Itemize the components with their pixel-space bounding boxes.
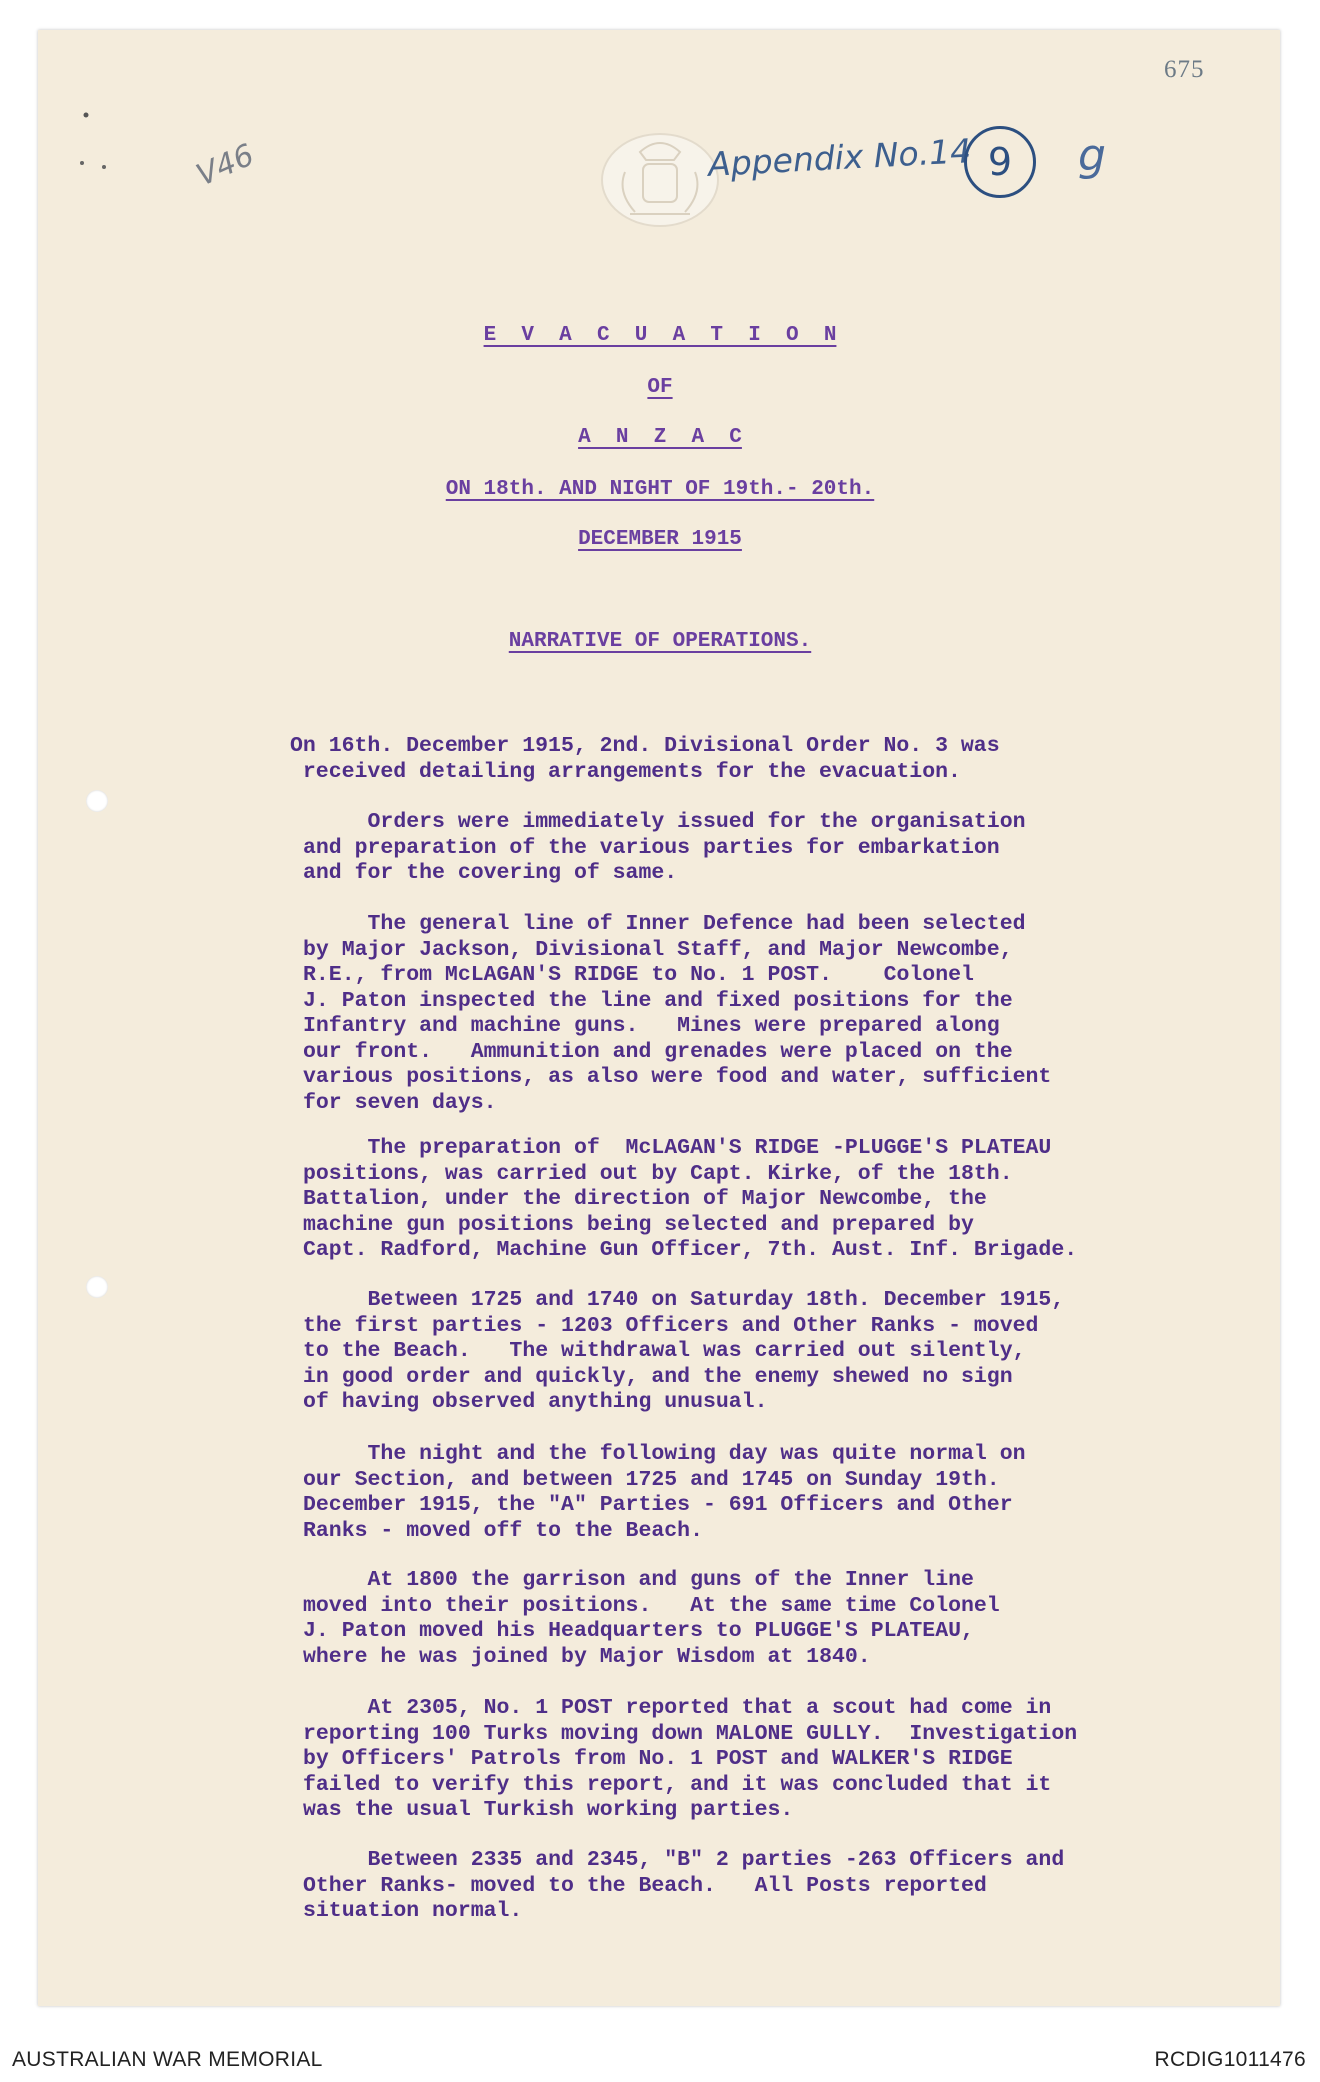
document-title: E V A C U A T I O N bbox=[483, 324, 837, 347]
paragraph: The night and the following day was quite normal on our Section, and between 1725 and 1745 on Sunday 19th. December 1915, the "A" Parties - 691 Officers and Other Ranks - moved off to the Beach. bbox=[303, 1442, 1026, 1543]
paragraph: Orders were immediately issued for the organisation and preparation of the various parties for embarkation and for the covering of same. bbox=[303, 810, 1026, 885]
margin-note: V46 bbox=[191, 137, 260, 194]
section-subtitle: NARRATIVE OF OPERATIONS. bbox=[508, 630, 812, 653]
punch-hole bbox=[86, 790, 108, 812]
paragraph: Between 2335 and 2345, "B" 2 parties -263 Officers and Other Ranks- moved to the Beach. All Posts reported situation normal. bbox=[303, 1848, 1065, 1923]
heading-place: A N Z A C bbox=[578, 426, 742, 449]
paragraph: The preparation of McLAGAN'S RIDGE -PLUGGE'S PLATEAU positions, was carried out by Capt. Kirke, of the 18th. Battalion, under the direction of Major Newcombe, the machine gun positions being selected and prepared by Capt. Radford, Machine Gun Officer, 7th. Aust. Inf. Brigade. bbox=[303, 1136, 1078, 1262]
paragraph: Between 1725 and 1740 on Saturday 18th. December 1915, the first parties - 1203 Officers and Other Ranks - moved to the Beach. The withdrawal was carried out silently, in good order and quickly, and the enemy shewed no sign of having observed anything unusual. bbox=[303, 1288, 1065, 1414]
paragraph: The general line of Inner Defence had been selected by Major Jackson, Divisional Staff, and Major Newcombe, R.E., from McLAGAN'S RIDGE to No. 1 POST. Colonel J. Paton inspected the line and fixed positions for the Infantry and machine guns. Mines were prepared along our front. Ammunition and grenades were placed on the various positions, as also were food and water, sufficient for seven days. bbox=[303, 912, 1052, 1115]
heading-of: OF bbox=[647, 376, 673, 399]
folio-number: 675 bbox=[1164, 56, 1205, 83]
page-mark: g bbox=[1078, 130, 1106, 181]
heading-dates: ON 18th. AND NIGHT OF 19th.- 20th. bbox=[445, 478, 875, 501]
footer-source: AUSTRALIAN WAR MEMORIAL bbox=[12, 2048, 323, 2071]
circled-number: 9 bbox=[964, 126, 1036, 198]
paragraph: At 1800 the garrison and guns of the Inner line moved into their positions. At the same time Colonel J. Paton moved his Headquarters to PLUGGE'S PLATEAU, where he was joined by Major Wisdom at 1840. bbox=[303, 1568, 1000, 1669]
paragraph: At 2305, No. 1 POST reported that a scout had come in reporting 100 Turks moving down MALONE GULLY. Investigation by Officers' Patrols from No. 1 POST and WALKER'S RIDGE failed to verify this report, and it was concluded that it was the usual Turkish working parties. bbox=[303, 1696, 1078, 1822]
heading-month: DECEMBER 1915 bbox=[578, 528, 742, 551]
appendix-annotation: Appendix No.14 bbox=[707, 131, 973, 184]
punch-hole bbox=[86, 1276, 108, 1298]
paragraph: On 16th. December 1915, 2nd. Divisional Order No. 3 was received detailing arrangements for the evacuation. bbox=[290, 734, 1000, 784]
pencil-marks-icon bbox=[76, 95, 156, 195]
footer-id: RCDIG1011476 bbox=[1154, 2048, 1306, 2071]
